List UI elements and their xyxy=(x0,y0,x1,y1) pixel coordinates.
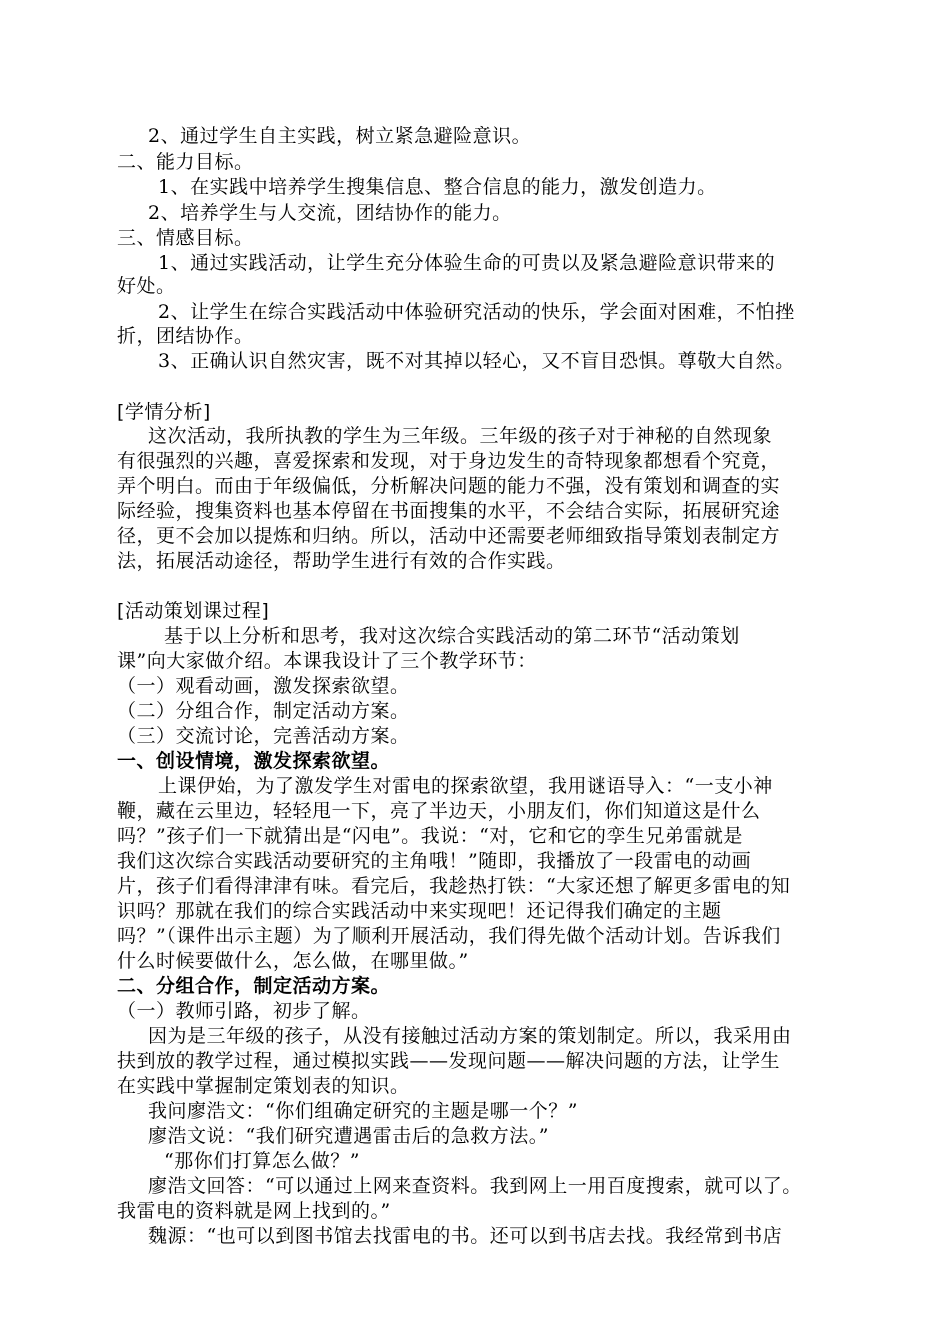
objective-knowledge-2: 2、通过学生自主实践，树立紧急避险意识。 xyxy=(148,125,532,147)
analysis-heading: [学情分析] xyxy=(117,401,211,423)
dialog-line: 魏源：“也可以到图书馆去找雷电的书。还可以到书店去找。我经常到书店 xyxy=(148,1225,783,1247)
analysis-line: 际经验，搜集资料也基本停留在书面搜集的水平，不会结合实际，拓展研究途 xyxy=(117,500,781,522)
process-step-1: （一）观看动画，激发探索欲望。 xyxy=(117,675,410,697)
section-1-line: 什么时候要做什么，怎么做，在哪里做。” xyxy=(117,950,469,972)
dialog-line: 廖浩文回答：“可以通过上网来查资料。我到网上一用百度搜索，就可以了。 xyxy=(148,1175,802,1197)
emotion-item-1-line-1: 1、通过实践活动，让学生充分体验生命的可贵以及紧急避险意识带来的 xyxy=(158,252,776,274)
analysis-line: 法，拓展活动途径，帮助学生进行有效的合作实践。 xyxy=(117,550,566,572)
section-1-line: 识吗？那就在我们的综合实践活动中来实现吧！还记得我们确定的主题 xyxy=(117,900,722,922)
section-1-line: 上课伊始，为了激发学生对雷电的探索欲望，我用谜语导入：“一支小神 xyxy=(158,775,773,797)
dialog-line: “那你们打算怎么做？” xyxy=(164,1150,360,1172)
dialog-line: 廖浩文说：“我们研究遭遇雷击后的急救方法。” xyxy=(148,1125,549,1147)
emotion-item-2-line-2: 折，团结协作。 xyxy=(117,325,254,347)
section-1-line: 片，孩子们看得津津有味。看完后，我趁热打铁：“大家还想了解更多雷电的知 xyxy=(117,875,791,897)
analysis-line: 弄个明白。而由于年级偏低，分析解决问题的能力不强，没有策划和调查的实 xyxy=(117,475,781,497)
emotion-item-2-line-1: 2、让学生在综合实践活动中体验研究活动的快乐，学会面对困难，不怕挫 xyxy=(158,301,795,323)
dialog-line: 我问廖浩文：“你们组确定研究的主题是哪一个？” xyxy=(148,1100,578,1122)
emotion-item-1-line-2: 好处。 xyxy=(117,275,176,297)
emotion-item-3: 3、正确认识自然灾害，既不对其掉以轻心，又不盲目恐惧。尊敬大自然。 xyxy=(158,350,795,372)
section-2-line: 因为是三年级的孩子，从没有接触过活动方案的策划制定。所以，我采用由 xyxy=(148,1025,792,1047)
ability-item-1: 1、在实践中培养学生搜集信息、整合信息的能力，激发创造力。 xyxy=(158,176,717,198)
process-step-2: （二）分组合作，制定活动方案。 xyxy=(117,700,410,722)
section-1-line: 鞭，藏在云里边，轻轻甩一下，亮了半边天，小朋友们，你们知道这是什么 xyxy=(117,800,761,822)
dialog-line: 我雷电的资料就是网上找到的。” xyxy=(117,1200,391,1222)
process-intro-line-2: 课”向大家做介绍。本课我设计了三个教学环节： xyxy=(117,650,537,672)
section-2-line: 在实践中掌握制定策划表的知识。 xyxy=(117,1075,410,1097)
section-2-sub-1: （一）教师引路，初步了解。 xyxy=(117,1000,371,1022)
analysis-line: 有很强烈的兴趣，喜爱探索和发现，对于身边发生的奇特现象都想看个究竟， xyxy=(117,450,781,472)
analysis-line: 径，更不会加以提炼和归纳。所以，活动中还需要老师细致指导策划表制定方 xyxy=(117,525,781,547)
ability-item-2: 2、培养学生与人交流，团结协作的能力。 xyxy=(148,202,512,224)
analysis-line: 这次活动，我所执教的学生为三年级。三年级的孩子对于神秘的自然现象 xyxy=(148,425,773,447)
section-1-line: 我们这次综合实践活动要研究的主角哦！”随即，我播放了一段雷电的动画 xyxy=(117,850,752,872)
section-1-heading: 一、创设情境，激发探索欲望。 xyxy=(117,750,391,772)
process-heading: [活动策划课过程] xyxy=(117,600,270,622)
section-1-line: 吗？”（课件出示主题）为了顺利开展活动，我们得先做个活动计划。告诉我们 xyxy=(117,925,781,947)
emotion-heading: 三、情感目标。 xyxy=(117,227,254,249)
ability-heading: 二、能力目标。 xyxy=(117,151,254,173)
section-1-line: 吗？”孩子们一下就猜出是“闪电”。我说：“对，它和它的孪生兄弟雷就是 xyxy=(117,825,743,847)
process-intro-line-1: 基于以上分析和思考，我对这次综合实践活动的第二环节“活动策划 xyxy=(164,625,740,647)
section-2-line: 扶到放的教学过程，通过模拟实践——发现问题——解决问题的方法，让学生 xyxy=(117,1050,781,1072)
process-step-3: （三）交流讨论，完善活动方案。 xyxy=(117,725,410,747)
section-2-heading: 二、分组合作，制定活动方案。 xyxy=(117,975,391,997)
